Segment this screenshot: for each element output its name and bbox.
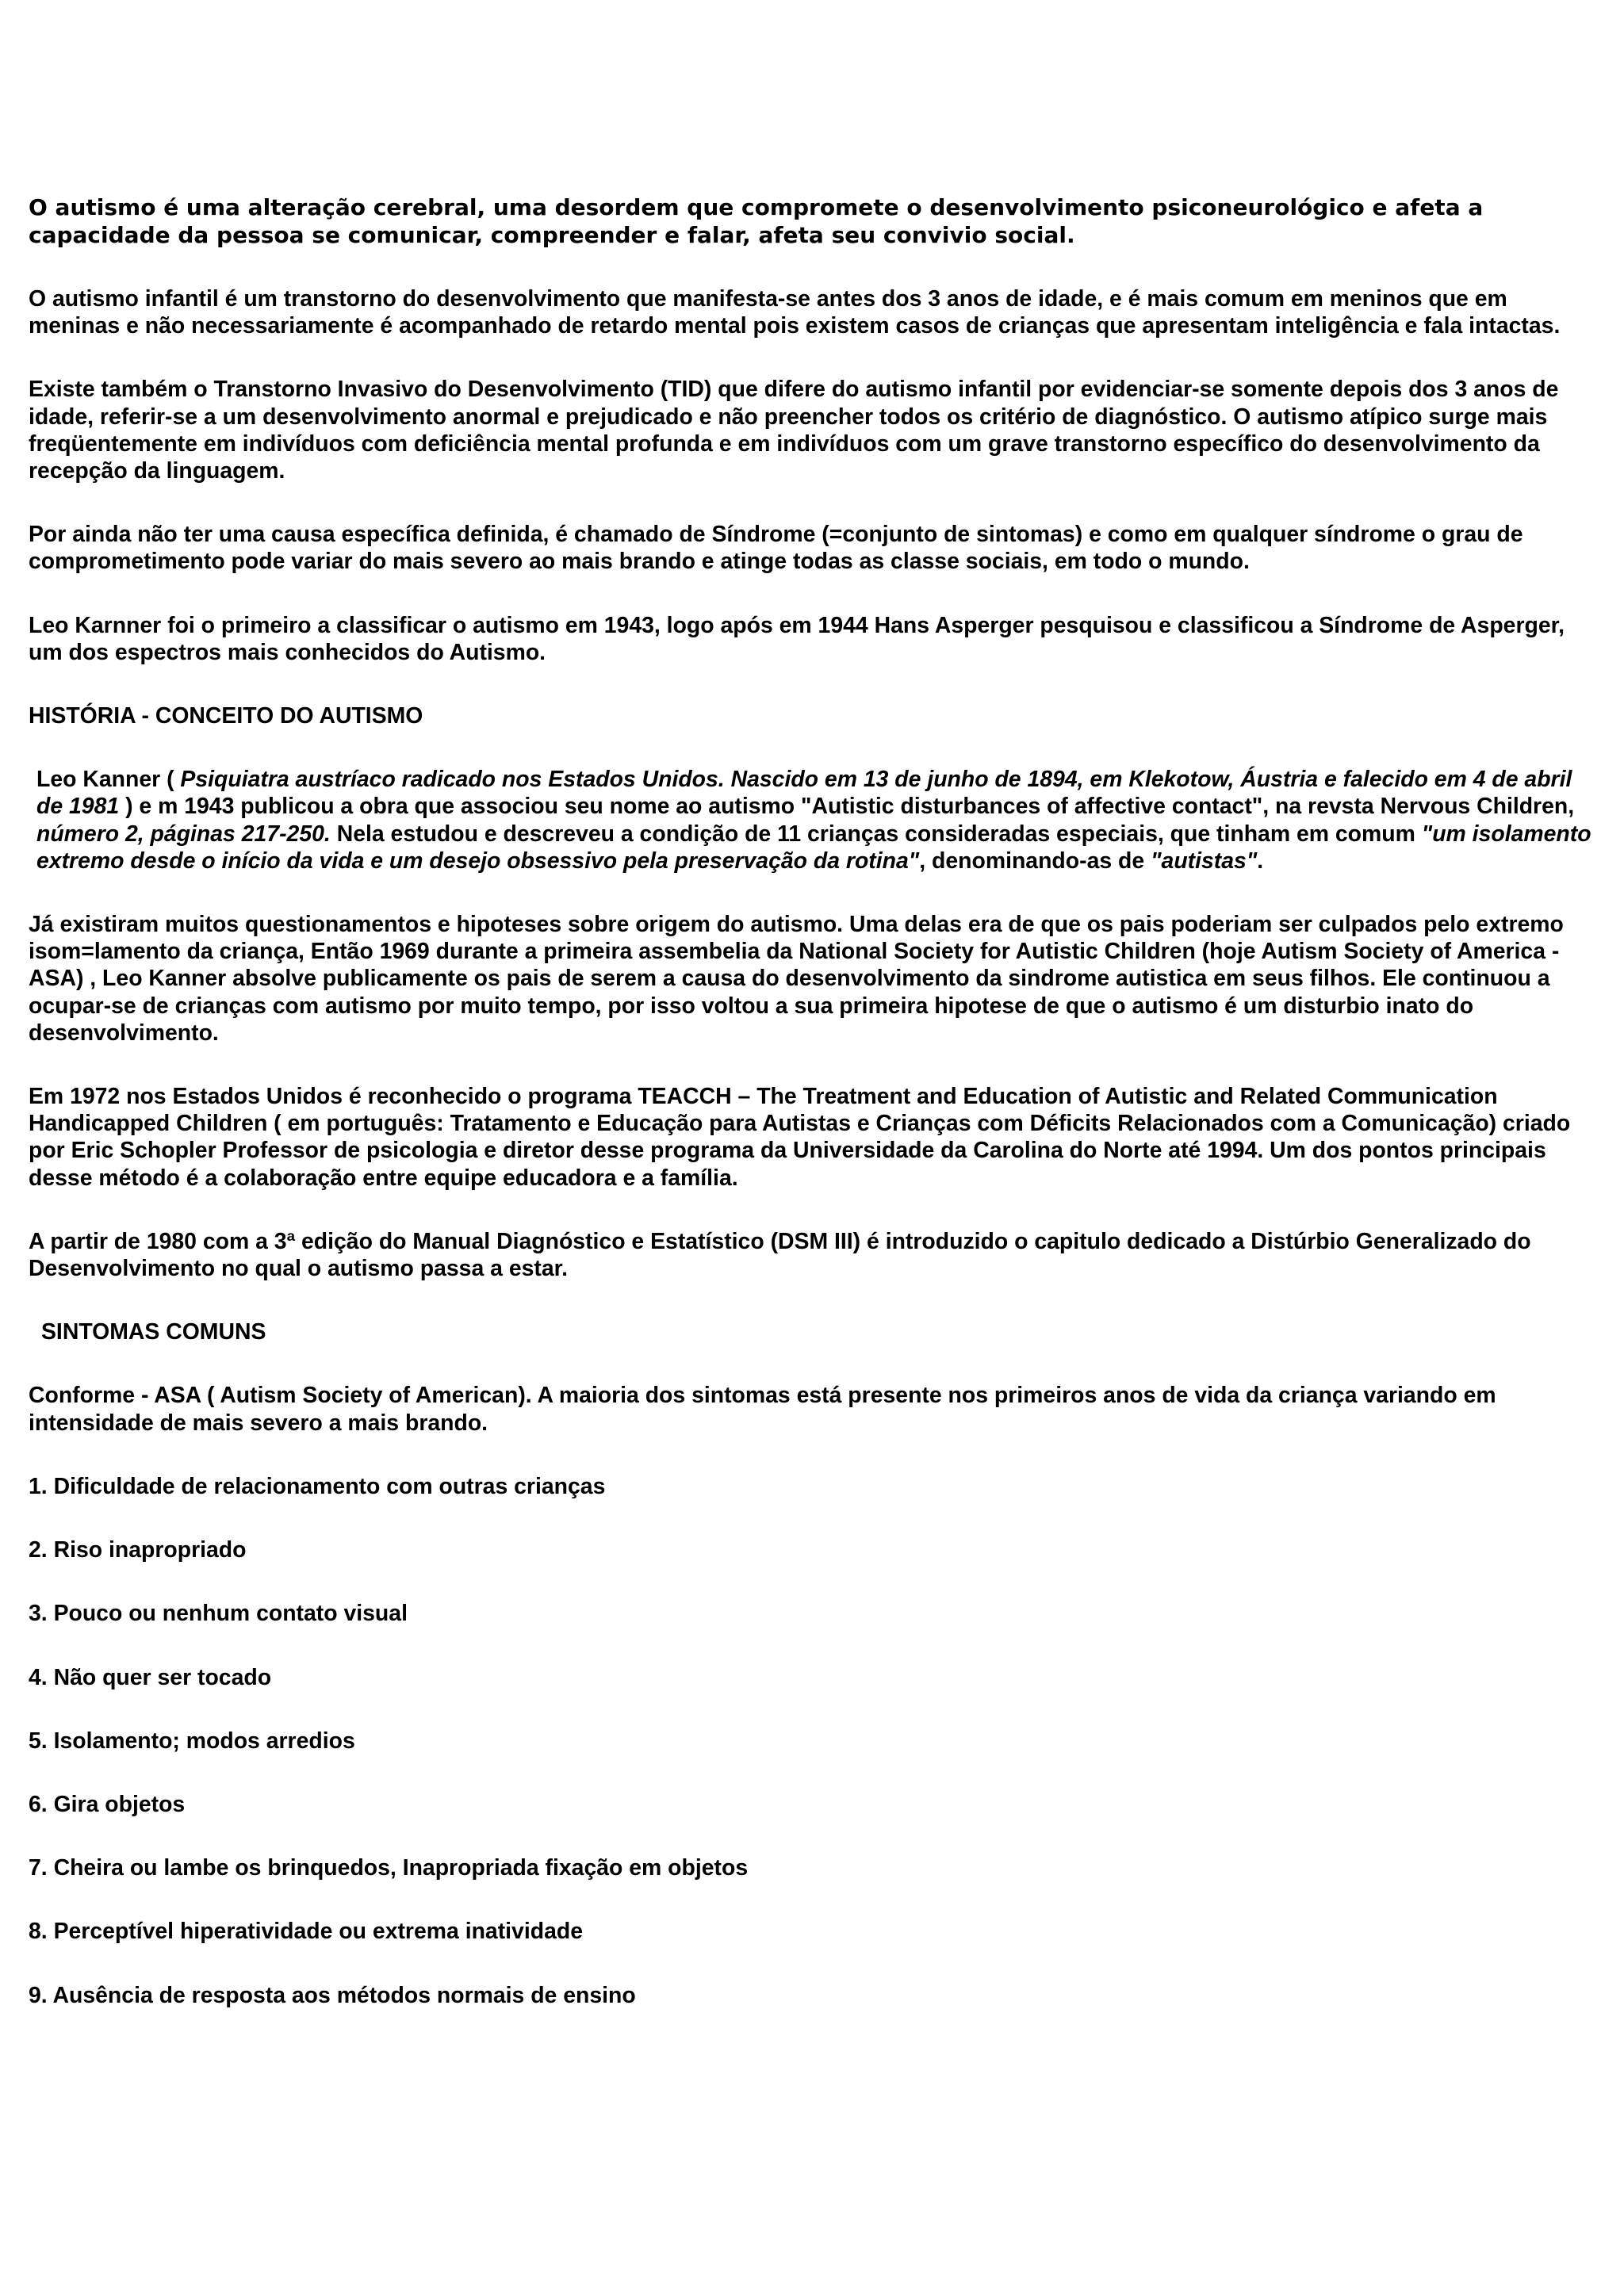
paragraph-tid: Existe também o Transtorno Invasivo do Desenvolvimento (TID) que difere do autismo infantil por evidenciar-se somente depois dos 3 anos de idade, referir-se a um desenvolvimento anormal e prejudicado e não preencher todos os critério de diagnóstico. O autismo atípico surge mais freqüentemente em indivíduos com deficiência mental profunda e em indivíduos com um grave transtorno específico do desenvolvimento da recepção da linguagem. bbox=[29, 377, 1559, 484]
kanner-quote: "um isolamento extremo desde o início da vida e um desejo obsessivo pela preservação da rotina" bbox=[36, 821, 1591, 874]
list-item: 8. Perceptível hiperatividade ou extrema inatividade bbox=[29, 1919, 583, 1945]
document-body bbox=[29, 193, 1595, 2009]
kanner-text-5: Nela estudou e descreveu a condição de 11 crianças consideradas especiais, que tinham em comum bbox=[330, 821, 1422, 847]
paragraph-dsm: A partir de 1980 com a 3ª edição do Manual Diagnóstico e Estatístico (DSM III) é introduzido o capitulo dedicado a Distúrbio Generalizado do Desenvolvimento no qual o autismo passa a estar. bbox=[29, 1228, 1531, 1282]
list-item: 1. Dificuldade de relacionamento com outras crianças bbox=[29, 1473, 606, 1499]
intro-paragraph: O autismo é uma alteração cerebral, uma desordem que compromete o desenvolvimento psiconeurológico e afeta a capacidade da pessoa se comunicar, compreender e falar, afeta seu convivio social. bbox=[29, 194, 1484, 248]
paragraph-autismo-infantil: O autismo infantil é um transtorno do desenvolvimento que manifesta-se antes dos 3 anos de idade, e é mais comum em meninos que em meninas e não necessariamente é acompanhado de retardo mental pois existem casos de crianças que apresentam inteligência e fala intactas. bbox=[29, 286, 1561, 339]
list-item: 5. Isolamento; modos arredios bbox=[29, 1728, 355, 1754]
kanner-text-7: , denominando-as de bbox=[919, 848, 1151, 874]
paragraph-questionamentos: Já existiram muitos questionamentos e hipoteses sobre origem do autismo. Uma delas era de que os pais poderiam ser culpados pelo extremo isom=lamento da criança, Então 1969 durante a primeira assembelia da National Society for Autistic Children (hoje Autism Society of America - ASA) , Leo Kanner absolve publicamente os pais de serem a causa do desenvolvimento da sindrome autistica em seus filhos. Ele continuou a ocupar-se de crianças com autismo por muito tempo, por isso voltou a sua primeira hipotese de que o autismo é um disturbio inato do desenvolvimento. bbox=[29, 912, 1564, 1046]
paragraph-karnner: Leo Karnner foi o primeiro a classificar o autismo em 1943, logo após em 1944 Hans Asperger pesquisou e classificou a Síndrome de Asperger, um dos espectros mais conhecidos do Autismo. bbox=[29, 612, 1565, 665]
heading-sintomas: SINTOMAS COMUNS bbox=[41, 1319, 266, 1345]
kanner-bio: Psiquiatra austríaco radicado nos Estados Unidos. Nascido em 13 de junho de 1894, em Klekotow, Áustria e falecido em 4 de abril de 1981 bbox=[36, 767, 1572, 820]
list-item: 2. Riso inapropriado bbox=[29, 1537, 247, 1563]
paragraph-conforme: Conforme - ASA ( Autism Society of American). A maioria dos sintomas está presente nos primeiros anos de vida da criança variando em intensidade de mais severo a mais brando. bbox=[29, 1383, 1496, 1436]
paragraph-teacch: Em 1972 nos Estados Unidos é reconhecido o programa TEACCH – The Treatment and Education of Autistic and Related Communication Handicapped Children ( em português: Tratamento e Educação para Autistas e Crianças com Déficits Relacionados com a Comunicação) criado por Eric Schopler Professor de psicologia e diretor desse programa da Universidade da Carolina do Norte até 1994. Um dos pontos principais desse método é a colaboração entre equipe educadora e a família. bbox=[29, 1084, 1571, 1191]
kanner-text-3: ) e m 1943 publicou a obra que associou seu nome ao autismo "Autistic disturbances of affective contact", na revsta Nervous Children, bbox=[119, 794, 1575, 820]
paragraph-kanner bbox=[29, 766, 1595, 874]
list-item: 6. Gira objetos bbox=[29, 1791, 186, 1817]
kanner-text-9: . bbox=[1257, 848, 1264, 874]
list-item: 4. Não quer ser tocado bbox=[29, 1664, 272, 1690]
kanner-autistas: "autistas" bbox=[1151, 848, 1258, 874]
list-item: 3. Pouco ou nenhum contato visual bbox=[29, 1601, 408, 1627]
list-item: 9. Ausência de resposta aos métodos normais de ensino bbox=[29, 1982, 636, 2008]
paragraph-sindrome: Por ainda não ter uma causa específica definida, é chamado de Síndrome (=conjunto de sintomas) e como em qualquer síndrome o grau de comprometimento pode variar do mais severo ao mais brando e atinge todas as classe sociais, em todo o mundo. bbox=[29, 522, 1523, 575]
list-item: 7. Cheira ou lambe os brinquedos, Inapropriada fixação em objetos bbox=[29, 1855, 749, 1881]
kanner-citation: número 2, páginas 217-250. bbox=[36, 821, 331, 847]
kanner-text-1: Leo Kanner ( bbox=[36, 767, 181, 793]
heading-historia: HISTÓRIA - CONCEITO DO AUTISMO bbox=[29, 703, 423, 729]
